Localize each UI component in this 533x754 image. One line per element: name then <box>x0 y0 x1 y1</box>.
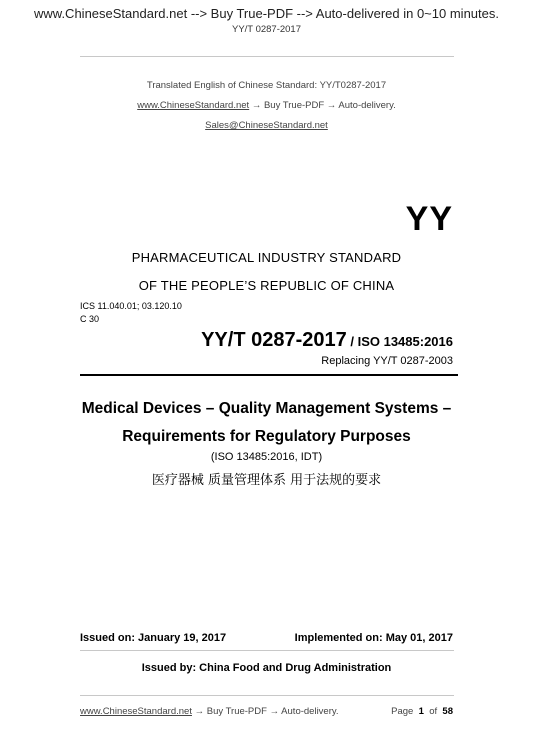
purchase-line <box>0 100 533 111</box>
of-label: of <box>429 706 438 717</box>
header-standard-code: YY/T 0287-2017 <box>231 24 301 35</box>
email-link[interactable]: Sales@ChineseStandard.net <box>205 120 328 131</box>
header-divider <box>80 56 454 57</box>
translated-note: Translated English of Chinese Standard: YY/T0287-2017 <box>146 80 387 91</box>
footer-purchase-line <box>80 706 339 717</box>
email-line <box>0 120 533 131</box>
footer-purchase-text: → Buy True-PDF → Auto-delivery. <box>191 706 339 717</box>
page-label: Page <box>391 706 414 717</box>
dates-divider <box>80 650 454 651</box>
footer-divider <box>80 695 454 696</box>
standard-type-heading: PHARMACEUTICAL INDUSTRY STANDARD <box>131 250 402 265</box>
banner-text: www.ChineseStandard.net --> Buy True-PDF --> Auto-delivered in 0~10 minutes. <box>34 6 499 21</box>
top-banner <box>0 6 533 22</box>
document-title-line1: Medical Devices – Quality Management Systems – <box>81 400 452 417</box>
implemented-date: Implemented on: May 01, 2017 <box>294 632 453 644</box>
page-total: 58 <box>442 706 453 717</box>
replacing-note: Replacing YY/T 0287-2003 <box>321 355 453 367</box>
standard-number-separator: / <box>346 334 358 349</box>
ccs-code: C 30 <box>80 314 100 324</box>
country-heading: OF THE PEOPLE’S REPUBLIC OF CHINA <box>138 278 395 293</box>
title-divider <box>80 374 458 376</box>
standard-number-iso: ISO 13485:2016 <box>357 334 453 349</box>
issued-date: Issued on: January 19, 2017 <box>80 632 227 644</box>
yy-logo: YY <box>405 200 453 238</box>
iso-equivalence: (ISO 13485:2016, IDT) <box>210 451 323 463</box>
purchase-text: → Buy True-PDF → Auto-delivery. <box>249 100 396 111</box>
chinese-title: 医疗器械 质量管理体系 用于法规的要求 <box>151 473 382 488</box>
standard-number <box>201 329 453 352</box>
document-title-line2: Requirements for Regulatory Purposes <box>122 428 411 445</box>
standard-number-main: YY/T 0287-2017 <box>201 329 347 351</box>
website-link[interactable]: www.ChineseStandard.net <box>137 100 250 111</box>
ics-code: ICS 11.040.01; 03.120.10 <box>80 301 182 311</box>
page-indicator <box>391 706 453 717</box>
issuing-authority: Issued by: China Food and Drug Administration <box>141 662 392 674</box>
footer-website-link[interactable]: www.ChineseStandard.net <box>80 706 192 717</box>
page-number: 1 <box>418 706 424 717</box>
